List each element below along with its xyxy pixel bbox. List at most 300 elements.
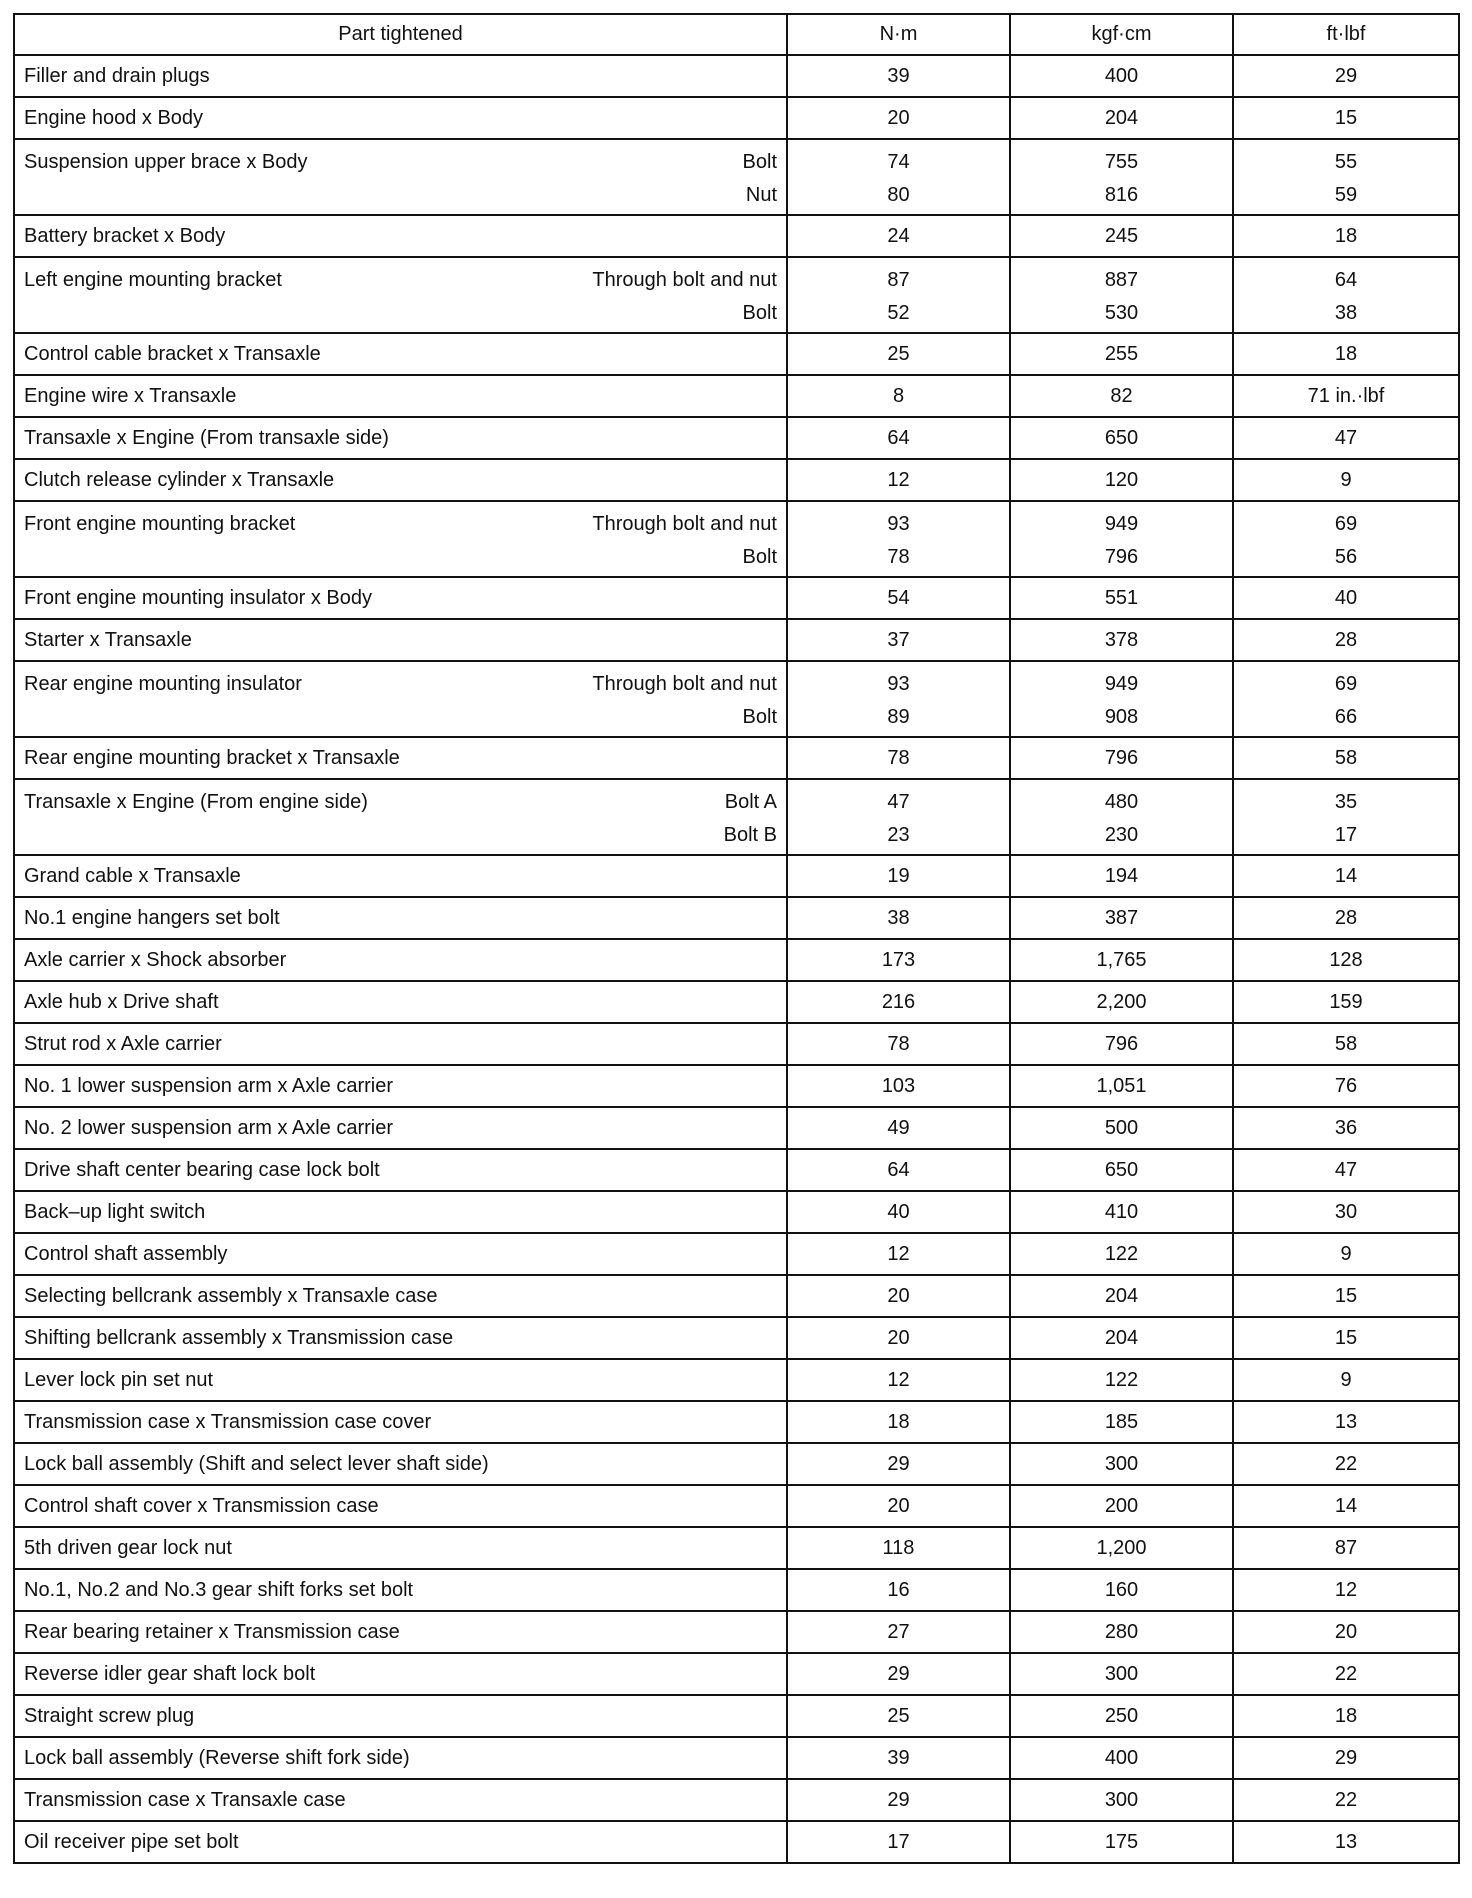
part-cell	[14, 897, 787, 939]
torque-kgf-cm-cell	[1010, 417, 1233, 459]
part-name: Rear engine mounting bracket x Transaxle	[24, 746, 400, 769]
torque-value: 20	[887, 106, 910, 129]
table-row	[14, 1569, 1459, 1611]
torque-value: 20	[887, 1494, 910, 1517]
torque-value: 93	[887, 672, 910, 695]
part-name: Strut rod x Axle carrier	[24, 1032, 222, 1055]
torque-ft-lbf-cell	[1233, 1821, 1459, 1863]
part-cell	[14, 1821, 787, 1863]
torque-value: 378	[1104, 628, 1139, 651]
torque-value: 55	[1334, 150, 1358, 173]
torque-value: 500	[1104, 1116, 1139, 1139]
fastener-label: Through bolt and nut	[592, 672, 777, 695]
torque-value: 56	[1334, 545, 1358, 568]
part-name: Rear engine mounting insulator	[24, 672, 302, 695]
torque-kgf-cm-cell	[1010, 1317, 1233, 1359]
torque-value: 87	[1334, 1536, 1358, 1559]
table-row	[14, 459, 1459, 501]
torque-nm-cell	[787, 1737, 1010, 1779]
torque-value: 12	[1334, 1578, 1358, 1601]
torque-value: 9	[1340, 468, 1352, 491]
torque-value: 18	[1334, 342, 1358, 365]
torque-ft-lbf-cell	[1233, 661, 1459, 737]
table-row	[14, 1653, 1459, 1695]
torque-value: 22	[1334, 1452, 1358, 1475]
torque-nm-cell	[787, 577, 1010, 619]
part-cell	[14, 1401, 787, 1443]
torque-ft-lbf-cell	[1233, 1023, 1459, 1065]
torque-kgf-cm-cell	[1010, 1569, 1233, 1611]
torque-ft-lbf-cell	[1233, 779, 1459, 855]
part-name: Drive shaft center bearing case lock bolt	[24, 1158, 380, 1181]
torque-nm-cell	[787, 1443, 1010, 1485]
torque-value: 887	[1104, 268, 1139, 291]
fastener-label: Nut	[745, 183, 777, 206]
torque-nm-cell	[787, 459, 1010, 501]
part-name: 5th driven gear lock nut	[24, 1536, 232, 1559]
torque-ft-lbf-cell	[1233, 1107, 1459, 1149]
torque-value: 22	[1334, 1662, 1358, 1685]
torque-value: 40	[1334, 586, 1358, 609]
torque-value: 14	[1334, 864, 1358, 887]
fastener-label: Through bolt and nut	[592, 268, 777, 291]
torque-value: 15	[1334, 106, 1358, 129]
torque-kgf-cm-cell	[1010, 1821, 1233, 1863]
table-row	[14, 779, 1459, 855]
torque-nm-cell	[787, 779, 1010, 855]
part-name: Oil receiver pipe set bolt	[24, 1830, 239, 1853]
torque-nm-cell	[787, 1527, 1010, 1569]
torque-value: 40	[887, 1200, 910, 1223]
torque-value: 58	[1334, 746, 1358, 769]
fastener-label: Bolt B	[723, 823, 777, 846]
torque-ft-lbf-cell	[1233, 1443, 1459, 1485]
part-name: Lock ball assembly (Reverse shift fork side)	[24, 1746, 410, 1769]
torque-value: 175	[1104, 1830, 1139, 1853]
torque-nm-cell	[787, 139, 1010, 215]
torque-value: 35	[1334, 790, 1358, 813]
torque-value: 9	[1340, 1242, 1352, 1265]
torque-nm-cell	[787, 855, 1010, 897]
torque-kgf-cm-cell	[1010, 97, 1233, 139]
torque-value: 28	[1334, 628, 1358, 651]
torque-ft-lbf-cell	[1233, 1233, 1459, 1275]
torque-value: 36	[1334, 1116, 1358, 1139]
part-name: Transmission case x Transmission case cover	[24, 1410, 432, 1433]
torque-kgf-cm-cell	[1010, 459, 1233, 501]
part-name: Transmission case x Transaxle case	[24, 1788, 346, 1811]
torque-ft-lbf-cell	[1233, 897, 1459, 939]
part-cell	[14, 1527, 787, 1569]
torque-nm-cell	[787, 501, 1010, 577]
part-name: Engine wire x Transaxle	[24, 384, 237, 407]
torque-kgf-cm-cell	[1010, 139, 1233, 215]
part-name: No. 1 lower suspension arm x Axle carrier	[24, 1074, 394, 1097]
torque-value: 120	[1104, 468, 1139, 491]
torque-value: 159	[1329, 990, 1363, 1013]
torque-value: 13	[1334, 1830, 1358, 1853]
torque-value: 74	[887, 150, 910, 173]
table-row	[14, 417, 1459, 459]
torque-value: 300	[1104, 1662, 1139, 1685]
torque-kgf-cm-cell	[1010, 855, 1233, 897]
torque-value: 69	[1334, 672, 1358, 695]
torque-ft-lbf-cell	[1233, 55, 1459, 97]
fastener-label: Bolt	[742, 150, 777, 173]
torque-nm-cell	[787, 1485, 1010, 1527]
torque-kgf-cm-cell	[1010, 1275, 1233, 1317]
torque-value: 25	[887, 1704, 910, 1727]
table-row	[14, 619, 1459, 661]
part-cell	[14, 855, 787, 897]
torque-kgf-cm-cell	[1010, 619, 1233, 661]
torque-value: 204	[1104, 1326, 1139, 1349]
torque-value: 39	[887, 1746, 910, 1769]
torque-ft-lbf-cell	[1233, 459, 1459, 501]
torque-value: 796	[1104, 1032, 1139, 1055]
torque-kgf-cm-cell	[1010, 501, 1233, 577]
table-row	[14, 1107, 1459, 1149]
torque-ft-lbf-cell	[1233, 1485, 1459, 1527]
torque-nm-cell	[787, 1569, 1010, 1611]
torque-value: 14	[1334, 1494, 1358, 1517]
table-row	[14, 855, 1459, 897]
part-cell	[14, 459, 787, 501]
torque-value: 122	[1104, 1242, 1139, 1265]
part-name: Engine hood x Body	[24, 106, 204, 129]
part-name: No. 2 lower suspension arm x Axle carrier	[24, 1116, 394, 1139]
torque-value: 28	[1334, 906, 1358, 929]
table-row	[14, 1527, 1459, 1569]
torque-value: 230	[1104, 823, 1139, 846]
torque-value: 54	[887, 586, 910, 609]
table-row	[14, 1317, 1459, 1359]
fastener-label: Bolt	[742, 705, 777, 728]
torque-value: 27	[887, 1620, 910, 1643]
torque-value: 38	[1334, 301, 1358, 324]
torque-value: 12	[887, 468, 910, 491]
torque-nm-cell	[787, 661, 1010, 737]
torque-kgf-cm-cell	[1010, 897, 1233, 939]
torque-kgf-cm-cell	[1010, 1527, 1233, 1569]
torque-ft-lbf-cell	[1233, 939, 1459, 981]
table-row	[14, 1695, 1459, 1737]
torque-value: 650	[1104, 426, 1139, 449]
torque-value: 250	[1104, 1704, 1139, 1727]
torque-ft-lbf-cell	[1233, 501, 1459, 577]
part-cell	[14, 1275, 787, 1317]
part-cell	[14, 1443, 787, 1485]
torque-kgf-cm-cell	[1010, 215, 1233, 257]
table-row	[14, 939, 1459, 981]
torque-value: 64	[887, 426, 910, 449]
torque-value: 300	[1104, 1452, 1139, 1475]
fastener-label: Bolt	[742, 545, 777, 568]
torque-value: 76	[1334, 1074, 1358, 1097]
torque-ft-lbf-cell	[1233, 1065, 1459, 1107]
table-row	[14, 55, 1459, 97]
torque-kgf-cm-cell	[1010, 1233, 1233, 1275]
torque-value: 47	[1334, 426, 1358, 449]
torque-value: 49	[887, 1116, 910, 1139]
torque-ft-lbf-cell	[1233, 1359, 1459, 1401]
part-name: Straight screw plug	[24, 1704, 195, 1727]
torque-value: 400	[1104, 64, 1139, 87]
torque-value: 908	[1104, 705, 1139, 728]
table-row	[14, 1401, 1459, 1443]
torque-ft-lbf-cell	[1233, 1149, 1459, 1191]
part-name: Battery bracket x Body	[24, 224, 226, 247]
part-cell	[14, 1485, 787, 1527]
torque-value: 71 in.·lbf	[1307, 384, 1385, 407]
torque-value: 87	[887, 268, 910, 291]
part-name: Axle carrier x Shock absorber	[24, 948, 287, 971]
torque-ft-lbf-cell	[1233, 619, 1459, 661]
torque-value: 38	[887, 906, 910, 929]
torque-value: 29	[887, 1788, 910, 1811]
torque-nm-cell	[787, 981, 1010, 1023]
torque-nm-cell	[787, 1695, 1010, 1737]
torque-value: 64	[887, 1158, 910, 1181]
part-cell	[14, 1653, 787, 1695]
part-cell	[14, 1149, 787, 1191]
torque-value: 58	[1334, 1032, 1358, 1055]
torque-value: 37	[887, 628, 910, 651]
torque-value: 47	[887, 790, 910, 813]
part-cell	[14, 55, 787, 97]
torque-value: 30	[1334, 1200, 1358, 1223]
torque-ft-lbf-cell	[1233, 737, 1459, 779]
part-cell	[14, 333, 787, 375]
part-cell	[14, 577, 787, 619]
part-name: Control shaft cover x Transmission case	[24, 1494, 379, 1517]
table-row	[14, 1821, 1459, 1863]
torque-nm-cell	[787, 1401, 1010, 1443]
torque-ft-lbf-cell	[1233, 1275, 1459, 1317]
torque-value: 173	[881, 948, 916, 971]
torque-kgf-cm-cell	[1010, 1359, 1233, 1401]
header-nm: N·m	[787, 14, 1010, 55]
table-row	[14, 661, 1459, 737]
torque-kgf-cm-cell	[1010, 333, 1233, 375]
torque-value: 29	[887, 1662, 910, 1685]
part-cell	[14, 939, 787, 981]
torque-value: 18	[1334, 1704, 1358, 1727]
torque-ft-lbf-cell	[1233, 139, 1459, 215]
part-name: Transaxle x Engine (From transaxle side)	[24, 426, 389, 449]
torque-value: 13	[1334, 1410, 1358, 1433]
torque-kgf-cm-cell	[1010, 1653, 1233, 1695]
part-cell	[14, 1317, 787, 1359]
torque-kgf-cm-cell	[1010, 939, 1233, 981]
part-cell	[14, 1569, 787, 1611]
torque-value: 24	[887, 224, 910, 247]
part-name: Clutch release cylinder x Transaxle	[24, 468, 335, 491]
torque-nm-cell	[787, 55, 1010, 97]
torque-value: 1,765	[1096, 948, 1147, 971]
torque-kgf-cm-cell	[1010, 1401, 1233, 1443]
torque-value: 8	[892, 384, 905, 407]
torque-value: 480	[1104, 790, 1139, 813]
torque-nm-cell	[787, 1065, 1010, 1107]
table-row	[14, 333, 1459, 375]
header-ft-lbf: ft·lbf	[1233, 14, 1459, 55]
part-name: Lever lock pin set nut	[24, 1368, 213, 1391]
table-row	[14, 1737, 1459, 1779]
torque-nm-cell	[787, 1233, 1010, 1275]
torque-nm-cell	[787, 417, 1010, 459]
torque-kgf-cm-cell	[1010, 257, 1233, 333]
torque-ft-lbf-cell	[1233, 375, 1459, 417]
torque-kgf-cm-cell	[1010, 1191, 1233, 1233]
part-name: Axle hub x Drive shaft	[24, 990, 219, 1013]
torque-value: 128	[1329, 948, 1363, 971]
torque-nm-cell	[787, 1821, 1010, 1863]
part-cell	[14, 1737, 787, 1779]
torque-value: 200	[1104, 1494, 1139, 1517]
part-name: Back–up light switch	[24, 1200, 206, 1223]
part-cell	[14, 661, 787, 737]
torque-value: 18	[887, 1410, 910, 1433]
torque-ft-lbf-cell	[1233, 1653, 1459, 1695]
part-cell	[14, 257, 787, 333]
torque-value: 949	[1104, 672, 1139, 695]
torque-value: 204	[1104, 106, 1139, 129]
part-name: Front engine mounting bracket	[24, 512, 296, 535]
torque-kgf-cm-cell	[1010, 981, 1233, 1023]
part-cell	[14, 1359, 787, 1401]
part-cell	[14, 375, 787, 417]
torque-value: 12	[887, 1368, 910, 1391]
torque-kgf-cm-cell	[1010, 55, 1233, 97]
torque-kgf-cm-cell	[1010, 737, 1233, 779]
torque-value: 216	[881, 990, 916, 1013]
part-cell	[14, 501, 787, 577]
table-row	[14, 1233, 1459, 1275]
part-name: Front engine mounting insulator x Body	[24, 586, 372, 609]
torque-value: 52	[887, 301, 910, 324]
fastener-label: Bolt A	[724, 790, 777, 813]
torque-value: 78	[887, 746, 910, 769]
torque-nm-cell	[787, 215, 1010, 257]
torque-value: 22	[1334, 1788, 1358, 1811]
torque-kgf-cm-cell	[1010, 1737, 1233, 1779]
torque-kgf-cm-cell	[1010, 1485, 1233, 1527]
torque-value: 25	[887, 342, 910, 365]
torque-value: 16	[887, 1578, 910, 1601]
torque-value: 78	[887, 545, 910, 568]
torque-kgf-cm-cell	[1010, 375, 1233, 417]
torque-nm-cell	[787, 333, 1010, 375]
torque-value: 2,200	[1096, 990, 1147, 1013]
torque-kgf-cm-cell	[1010, 577, 1233, 619]
header-part-tightened: Part tightened	[14, 14, 787, 55]
torque-value: 1,200	[1096, 1536, 1147, 1559]
torque-value: 816	[1104, 183, 1139, 206]
part-name: Control cable bracket x Transaxle	[24, 342, 321, 365]
torque-value: 69	[1334, 512, 1358, 535]
torque-value: 245	[1104, 224, 1139, 247]
part-cell	[14, 1611, 787, 1653]
torque-value: 19	[887, 864, 910, 887]
torque-ft-lbf-cell	[1233, 1401, 1459, 1443]
torque-spec-table	[13, 13, 1460, 1864]
torque-nm-cell	[787, 1359, 1010, 1401]
header-row	[14, 14, 1459, 55]
part-name: Suspension upper brace x Body	[24, 150, 308, 173]
part-cell	[14, 1779, 787, 1821]
torque-value: 80	[887, 183, 910, 206]
torque-ft-lbf-cell	[1233, 417, 1459, 459]
torque-value: 20	[1334, 1620, 1358, 1643]
part-cell	[14, 1695, 787, 1737]
fastener-label: Through bolt and nut	[592, 512, 777, 535]
torque-nm-cell	[787, 97, 1010, 139]
torque-value: 17	[887, 1830, 910, 1853]
torque-kgf-cm-cell	[1010, 1065, 1233, 1107]
torque-value: 185	[1104, 1410, 1139, 1433]
torque-ft-lbf-cell	[1233, 1191, 1459, 1233]
torque-value: 89	[887, 705, 910, 728]
torque-value: 20	[887, 1284, 910, 1307]
part-name: Shifting bellcrank assembly x Transmission case	[24, 1326, 454, 1349]
torque-value: 59	[1334, 183, 1358, 206]
torque-value: 160	[1104, 1578, 1139, 1601]
table-row	[14, 1779, 1459, 1821]
table-row	[14, 577, 1459, 619]
torque-value: 410	[1104, 1200, 1139, 1223]
torque-value: 93	[887, 512, 910, 535]
torque-kgf-cm-cell	[1010, 1779, 1233, 1821]
torque-value: 387	[1104, 906, 1139, 929]
torque-kgf-cm-cell	[1010, 1149, 1233, 1191]
part-cell	[14, 981, 787, 1023]
part-cell	[14, 1191, 787, 1233]
torque-value: 78	[887, 1032, 910, 1055]
table-row	[14, 1443, 1459, 1485]
torque-ft-lbf-cell	[1233, 855, 1459, 897]
torque-value: 300	[1104, 1788, 1139, 1811]
table-row	[14, 1023, 1459, 1065]
part-name: Transaxle x Engine (From engine side)	[24, 790, 368, 813]
torque-ft-lbf-cell	[1233, 97, 1459, 139]
table-row	[14, 1611, 1459, 1653]
part-cell	[14, 139, 787, 215]
torque-ft-lbf-cell	[1233, 1779, 1459, 1821]
part-cell	[14, 1065, 787, 1107]
part-name: Starter x Transaxle	[24, 628, 192, 651]
table-row	[14, 1065, 1459, 1107]
torque-nm-cell	[787, 1653, 1010, 1695]
table-row	[14, 1191, 1459, 1233]
table-row	[14, 139, 1459, 215]
torque-ft-lbf-cell	[1233, 981, 1459, 1023]
torque-value: 23	[887, 823, 910, 846]
torque-value: 400	[1104, 1746, 1139, 1769]
table-row	[14, 257, 1459, 333]
torque-kgf-cm-cell	[1010, 1023, 1233, 1065]
part-name: Grand cable x Transaxle	[24, 864, 241, 887]
torque-value: 255	[1104, 342, 1139, 365]
torque-kgf-cm-cell	[1010, 1443, 1233, 1485]
torque-value: 122	[1104, 1368, 1139, 1391]
torque-value: 194	[1104, 864, 1139, 887]
torque-value: 1,051	[1096, 1074, 1147, 1097]
torque-value: 650	[1104, 1158, 1139, 1181]
table-row	[14, 1359, 1459, 1401]
torque-value: 204	[1104, 1284, 1139, 1307]
torque-ft-lbf-cell	[1233, 1569, 1459, 1611]
